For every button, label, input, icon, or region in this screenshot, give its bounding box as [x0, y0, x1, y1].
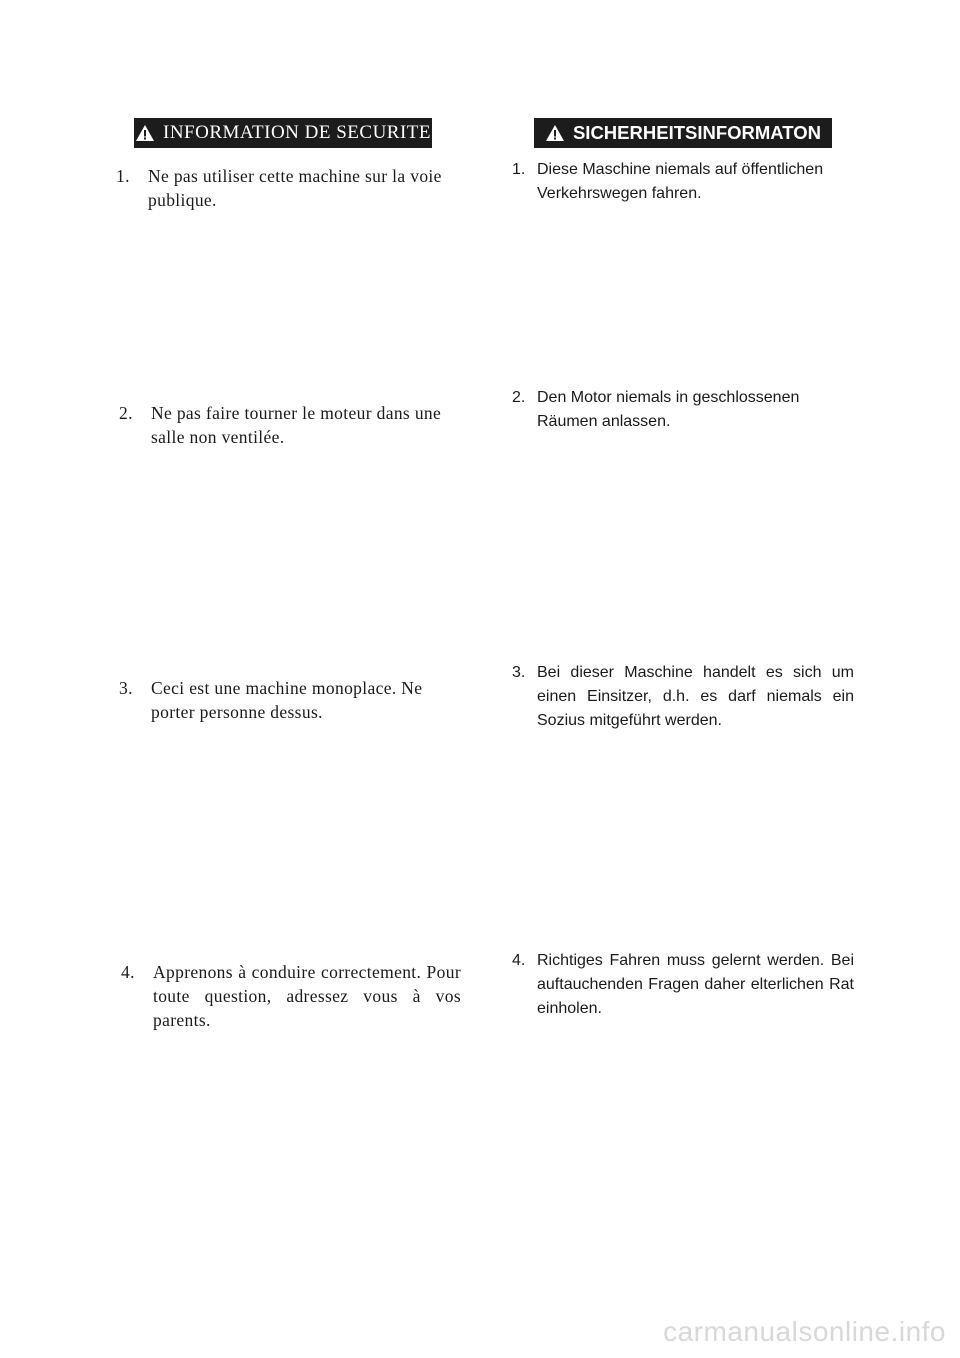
item-text: Ne pas utiliser cette machine sur la voie publique. [148, 166, 442, 210]
safety-header-french-label: INFORMATION DE SECURITE [163, 122, 431, 143]
item-text: Richtiges Fahren muss gelernt werden. Bei auftauchenden Fragen daher elterlichen Rat einholen. [537, 952, 854, 1017]
french-item-4 [121, 960, 461, 1032]
item-number: 2. [119, 403, 133, 423]
safety-header-german-label: SICHERHEITSINFORMATON [572, 122, 822, 143]
warning-triangle-icon [545, 124, 565, 142]
french-item-1 [116, 164, 460, 212]
french-item-3 [119, 676, 463, 724]
site-watermark: carmanualsonline.info [663, 1316, 946, 1347]
item-text: Ne pas faire tourner le moteur dans une salle non ventilée. [151, 403, 442, 447]
item-text: Diese Maschine niemals auf öffentlichen Verkehrswegen fahren. [537, 161, 824, 202]
german-item-4 [512, 949, 854, 1021]
item-number: 4. [512, 952, 526, 969]
german-item-1 [512, 158, 854, 206]
item-number: 3. [119, 678, 133, 698]
french-item-2 [119, 401, 463, 449]
item-number: 2. [512, 389, 526, 406]
safety-header-german [534, 118, 832, 148]
item-number: 1. [512, 161, 526, 178]
item-number: 4. [121, 962, 135, 982]
item-number: 3. [512, 664, 526, 681]
item-text: Apprenons à conduire correctement. Pour toute question, adressez vous à vos parents. [153, 962, 461, 1030]
safety-header-french [134, 118, 432, 148]
item-number: 1. [116, 166, 130, 186]
warning-triangle-icon [135, 124, 155, 142]
item-text: Bei dieser Maschine handelt es sich um einen Einsitzer, d.h. es darf niemals ein Sozius mitgeführt werden. [537, 664, 854, 729]
item-text: Den Motor niemals in geschlossenen Räumen anlassen. [537, 389, 800, 430]
item-text: Ceci est une machine monoplace. Ne porter personne dessus. [151, 678, 423, 722]
german-item-3 [512, 661, 854, 733]
german-item-2 [512, 386, 854, 434]
